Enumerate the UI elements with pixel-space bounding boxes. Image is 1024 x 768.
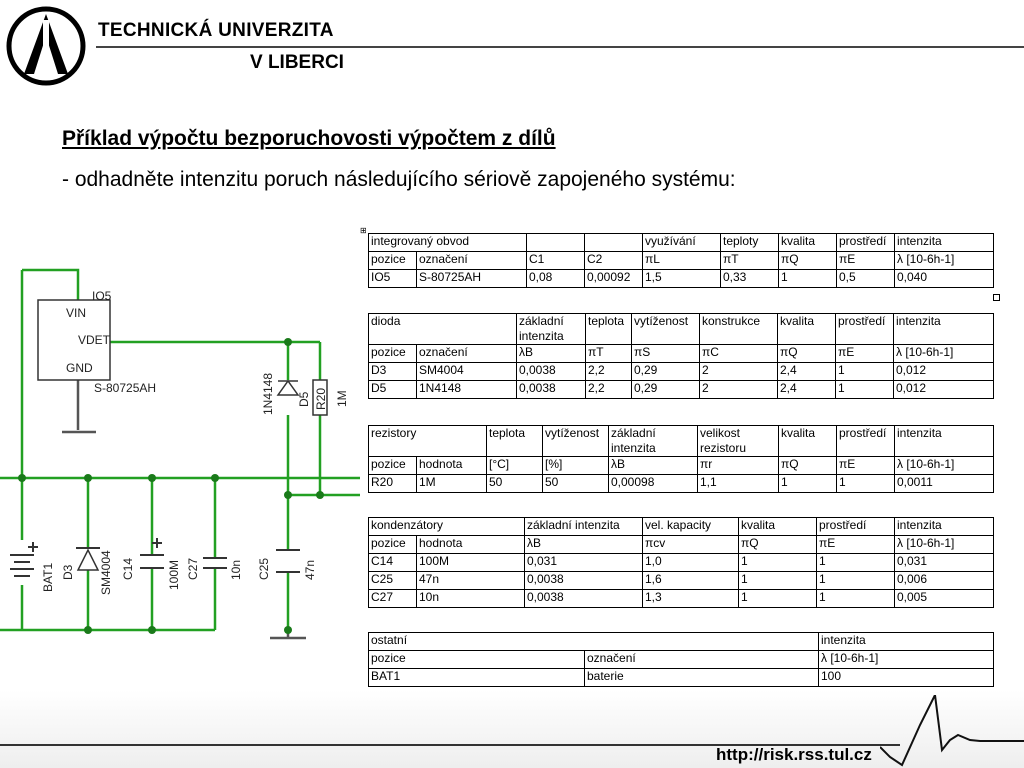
d3-label: D3 (61, 564, 75, 580)
c27-label: C27 (186, 557, 200, 580)
table-cell: 1 (817, 590, 895, 608)
column-header: vytíženost (632, 314, 700, 345)
io5-label: IO5 (92, 289, 112, 303)
resistor-section-header: rezistory (369, 426, 487, 457)
table-cell: 100M (417, 554, 525, 572)
footer-url[interactable]: http://risk.rss.tul.cz (716, 745, 872, 764)
column-header: kvalita (739, 518, 817, 536)
column-header: pozice (369, 536, 417, 554)
column-header: konstrukce (700, 314, 778, 345)
ic-part-label: S-80725AH (94, 381, 157, 395)
ecg-wave-icon (880, 695, 1024, 768)
table-cell: 2 (700, 363, 778, 381)
table-cell: 0,0038 (525, 572, 643, 590)
d5-label: D5 (297, 391, 311, 407)
bat1-label: BAT1 (41, 562, 55, 592)
table-cell: 47n (417, 572, 525, 590)
table-row (369, 554, 994, 572)
column-header: pozice (369, 345, 417, 363)
table-cell: BAT1 (369, 669, 585, 687)
table-cell: 1 (739, 572, 817, 590)
table-cell: 50 (487, 475, 543, 493)
table-cell: 2,4 (778, 381, 836, 399)
table-cell: 2,2 (586, 381, 632, 399)
table-anchor-icon: ⊞ (360, 226, 367, 235)
other-table (368, 632, 994, 687)
table-cell: 0,031 (525, 554, 643, 572)
table-cell: 0,005 (895, 590, 994, 608)
table-cell: 0,08 (527, 270, 585, 288)
resistor-table (368, 425, 994, 493)
column-header: pozice (369, 252, 417, 270)
column-header: πQ (779, 252, 837, 270)
column-header: πT (586, 345, 632, 363)
r20-label: R20 (314, 387, 328, 410)
university-name-line2: V LIBERCI (250, 52, 344, 73)
table-cell: 0,012 (894, 363, 994, 381)
column-header: [%] (543, 457, 609, 475)
table-row (369, 381, 994, 399)
table-cell: 0,040 (895, 270, 994, 288)
c25-value-label: 47n (303, 559, 317, 580)
column-header: πE (837, 252, 895, 270)
table-cell: baterie (585, 669, 819, 687)
c14-label: C14 (121, 557, 135, 580)
ic-section-header: integrovaný obvod (369, 234, 527, 252)
table-cell: 0,29 (632, 381, 700, 399)
column-header: prostředí (817, 518, 895, 536)
column-header: intenzita (895, 518, 994, 536)
column-header: kvalita (779, 234, 837, 252)
column-header: pozice (369, 651, 585, 669)
ic-table (368, 233, 994, 288)
column-header: C1 (527, 252, 585, 270)
table-cell: 1N4148 (417, 381, 517, 399)
column-header: πE (837, 457, 895, 475)
table-cell: 1,1 (698, 475, 779, 493)
column-header: πE (836, 345, 894, 363)
column-header: označení (585, 651, 819, 669)
table-cell: D5 (369, 381, 417, 399)
column-header: teploty (721, 234, 779, 252)
column-header: využívání (643, 234, 721, 252)
vin-pin-label: VIN (66, 306, 87, 320)
table-cell: 1,0 (643, 554, 739, 572)
table-cell: 0,012 (894, 381, 994, 399)
table-cell: 1 (836, 381, 894, 399)
column-header: πS (632, 345, 700, 363)
table-cell: 0,031 (895, 554, 994, 572)
table-cell: 1,6 (643, 572, 739, 590)
capacitor-table (368, 517, 994, 608)
column-header: základní intenzita (525, 518, 643, 536)
column-header: λ [10-6h-1] (819, 651, 994, 669)
d5-type-label: 1N4148 (261, 372, 275, 415)
table-row (369, 363, 994, 381)
table-cell: 0,0038 (525, 590, 643, 608)
table-cell: SM4004 (417, 363, 517, 381)
column-header: intenzita (895, 426, 994, 457)
table-cell: 2 (700, 381, 778, 399)
diode-table (368, 313, 994, 399)
column-header: základní intenzita (609, 426, 698, 457)
table-cell: 1 (739, 554, 817, 572)
table-cell: 10n (417, 590, 525, 608)
table-cell: IO5 (369, 270, 417, 288)
column-header: πQ (779, 457, 837, 475)
table-cell: D3 (369, 363, 417, 381)
table-cell (585, 234, 643, 252)
vdet-pin-label: VDET (78, 333, 111, 347)
table-cell: R20 (369, 475, 417, 493)
column-header: [°C] (487, 457, 543, 475)
column-header: λ [10-6h-1] (895, 457, 994, 475)
slide-title: Příklad výpočtu bezporuchovosti výpočtem z dílů (62, 127, 556, 150)
table-cell: C14 (369, 554, 417, 572)
column-header: označení (417, 252, 527, 270)
table-cell: 1 (837, 475, 895, 493)
c25-label: C25 (257, 557, 271, 580)
resize-handle[interactable] (993, 294, 1000, 301)
column-header: pozice (369, 457, 417, 475)
column-header: prostředí (837, 234, 895, 252)
column-header: hodnota (417, 536, 525, 554)
column-header: teplota (586, 314, 632, 345)
table-cell: 1 (817, 572, 895, 590)
table-cell: 2,2 (586, 363, 632, 381)
slide-subtitle: - odhadněte intenzitu poruch následujícího sériově zapojeného systému: (62, 168, 736, 191)
table-cell (527, 234, 585, 252)
c14-value-label: 100M (167, 559, 181, 590)
table-cell: 1,3 (643, 590, 739, 608)
table-cell: 0,00092 (585, 270, 643, 288)
table-cell: 0,5 (837, 270, 895, 288)
column-header: prostředí (837, 426, 895, 457)
column-header: velikost rezistoru (698, 426, 779, 457)
d3-type-label: SM4004 (99, 550, 113, 595)
column-header: hodnota (417, 457, 487, 475)
table-cell: 1M (417, 475, 487, 493)
column-header: teplota (487, 426, 543, 457)
column-header: intenzita (819, 633, 994, 651)
table-cell: 1 (779, 270, 837, 288)
other-section-header: ostatní (369, 633, 819, 651)
table-row (369, 669, 994, 687)
table-cell: 1 (817, 554, 895, 572)
university-name-line1: TECHNICKÁ UNIVERZITA (98, 20, 334, 41)
r20-value-label: 1M (335, 390, 349, 407)
table-cell: 0,006 (895, 572, 994, 590)
header-divider (96, 46, 1024, 48)
tul-logo-icon (6, 6, 86, 86)
column-header: πL (643, 252, 721, 270)
table-cell: 1 (779, 475, 837, 493)
column-header: πQ (739, 536, 817, 554)
column-header: λ [10-6h-1] (895, 536, 994, 554)
column-header: λ [10-6h-1] (895, 252, 994, 270)
column-header: λB (525, 536, 643, 554)
table-cell: 0,00098 (609, 475, 698, 493)
table-cell: 1 (836, 363, 894, 381)
column-header: vel. kapacity (643, 518, 739, 536)
column-header: C2 (585, 252, 643, 270)
table-cell: 1,5 (643, 270, 721, 288)
gnd-pin-label: GND (66, 361, 93, 375)
column-header: prostředí (836, 314, 894, 345)
table-cell: 0,29 (632, 363, 700, 381)
column-header: λB (609, 457, 698, 475)
column-header: πcv (643, 536, 739, 554)
table-row (369, 475, 994, 493)
table-cell: 0,0011 (895, 475, 994, 493)
table-row (369, 590, 994, 608)
column-header: kvalita (778, 314, 836, 345)
column-header: πr (698, 457, 779, 475)
column-header: πT (721, 252, 779, 270)
table-cell: 50 (543, 475, 609, 493)
table-row (369, 572, 994, 590)
c27-value-label: 10n (229, 559, 243, 580)
capacitor-section-header: kondenzátory (369, 518, 525, 536)
table-cell: 0,0038 (517, 381, 586, 399)
column-header: intenzita (895, 234, 994, 252)
table-cell: 2,4 (778, 363, 836, 381)
diode-section-header: dioda (369, 314, 517, 345)
column-header: πC (700, 345, 778, 363)
table-cell: 100 (819, 669, 994, 687)
table-cell: C27 (369, 590, 417, 608)
table-cell: S-80725AH (417, 270, 527, 288)
table-cell: 0,33 (721, 270, 779, 288)
table-row (369, 270, 994, 288)
column-header: vytíženost (543, 426, 609, 457)
column-header: λ [10-6h-1] (894, 345, 994, 363)
table-cell: C25 (369, 572, 417, 590)
circuit-schematic (0, 250, 360, 660)
column-header: označení (417, 345, 517, 363)
column-header: základní intenzita (517, 314, 586, 345)
column-header: intenzita (894, 314, 994, 345)
table-cell: 1 (739, 590, 817, 608)
column-header: πQ (778, 345, 836, 363)
column-header: λB (517, 345, 586, 363)
column-header: πE (817, 536, 895, 554)
table-cell: 0,0038 (517, 363, 586, 381)
column-header: kvalita (779, 426, 837, 457)
